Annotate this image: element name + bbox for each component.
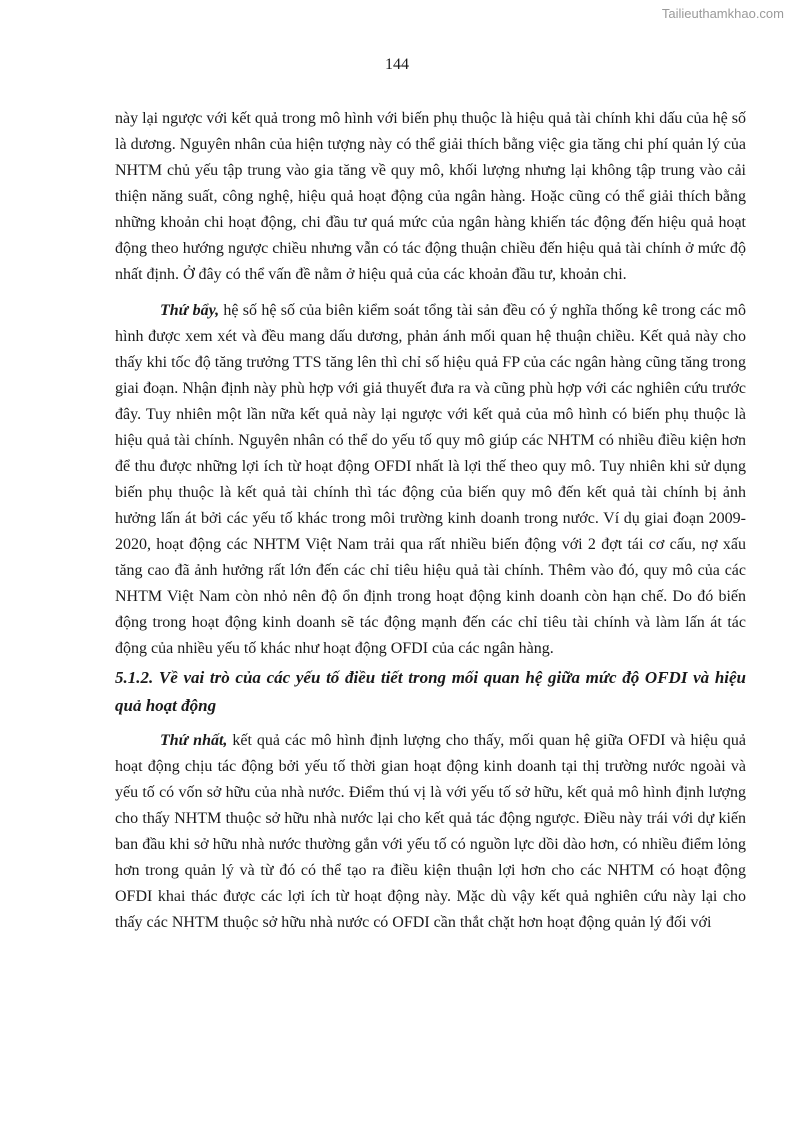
paragraph-text: kết quả các mô hình định lượng cho thấy, mối quan hệ giữa OFDI và hiệu quả hoạt động chịu tác động bởi yếu tố thời gian hoạt động kinh doanh tại thị trường nước ngoài và yếu tố có vốn sở hữu của nhà nước. Điểm thú vị là với yếu tố sở hữu, kết quả mô hình định lượng cho thấy NHTM thuộc sở hữu nhà nước lại cho kết quả tác động ngược. Điều này trái với dự kiến ban đầu khi sở hữu nhà nước thường gắn với yếu tố có nguồn lực dồi dào hơn, có nhiều điểm lỏng hơn trong quản lý và từ đó có thể tạo ra điều kiện thuận lợi hơn cho các NHTM có hoạt động OFDI khai thác được các lợi ích từ hoạt động này. Mặc dù vậy kết quả nghiên cứu này lại cho thấy các NHTM thuộc sở hữu nhà nước có OFDI cần thắt chặt hơn hoạt động quản lý đối với — [115, 732, 747, 931]
paragraph-text: hệ số hệ số của biên kiểm soát tổng tài sản đều có ý nghĩa thống kê trong các mô hình được xem xét và đều mang dấu dương, phản ánh mối quan hệ thuận chiều. Kết quả này cho thấy khi tốc độ tăng trưởng TTS tăng lên thì chỉ số hiệu quả FP của các ngân hàng cũng tăng trong giai đoạn. Nhận định này phù hợp với giả thuyết đưa ra và cũng phù hợp với các nghiên cứu trước đây. Tuy nhiên một lần nữa kết quả này lại ngược với kết quả của mô hình có biến phụ thuộc là hiệu quả tài chính. Nguyên nhân có thể do yếu tố quy mô giúp các NHTM có nhiều điều kiện hơn để thu được những lợi ích từ hoạt động OFDI nhất là lợi thế theo quy mô. Tuy nhiên khi sử dụng biến phụ thuộc là kết quả tài chính thì tác động của biến quy mô đến kết quả tài chính bị ảnh hưởng lấn át bởi các yếu tố khác trong môi trường kinh doanh trong nước. Ví dụ giai đoạn 2009-2020, hoạt động các NHTM Việt Nam trải qua rất nhiều biến động với 2 đợt tái cơ cấu, nợ xấu tăng cao đã ảnh hưởng rất lớn đến các chỉ tiêu hiệu quả tài chính. Thêm vào đó, quy mô của các NHTM Việt Nam còn nhỏ nên độ ổn định trong hoạt động kinh doanh còn hạn chế. Do đó biến động trong hoạt động kinh doanh sẽ tác động mạnh đến các chỉ tiêu tài chính và làm lấn át tác động của nhiều yếu tố khác như hoạt động OFDI của các ngân hàng. — [115, 302, 746, 657]
paragraph-thu-nhat — [115, 728, 746, 936]
paragraph-thu-bay — [115, 298, 746, 662]
paragraph-lead: Thứ bẩy, — [160, 302, 220, 319]
paragraph-lead: Thứ nhất, — [160, 732, 228, 749]
watermark: Tailieuthamkhao.com — [661, 6, 784, 21]
document-body — [115, 106, 746, 946]
page-number: 144 — [385, 56, 409, 73]
section-heading: 5.1.2. Về vai trò của các yếu tố điều tiết trong mối quan hệ giữa mức độ OFDI và hiệu quả hoạt động — [115, 668, 746, 715]
paragraph-text: này lại ngược với kết quả trong mô hình với biến phụ thuộc là hiệu quả tài chính khi dấu của hệ số là dương. Nguyên nhân của hiện tượng này có thể giải thích bằng việc gia tăng chi phí quản lý của NHTM chủ yếu tập trung vào gia tăng về quy mô, khối lượng nhưng lại không tập trung vào cải thiện năng suất, công nghệ, hiệu quả hoạt động của ngân hàng. Hoặc cũng có thể giải thích bằng những khoản chi hoạt động, chi đầu tư quá mức của ngân hàng khiến tác động đến hiệu quả hoạt động theo hướng ngược chiều nhưng vẫn có tác động thuận chiều đến hiệu quả tài chính ở mức độ nhất định. Ở đây có thể vấn đề nằm ở hiệu quả của các khoản đầu tư, khoản chi. — [115, 110, 746, 283]
paragraph-continued — [115, 106, 746, 288]
